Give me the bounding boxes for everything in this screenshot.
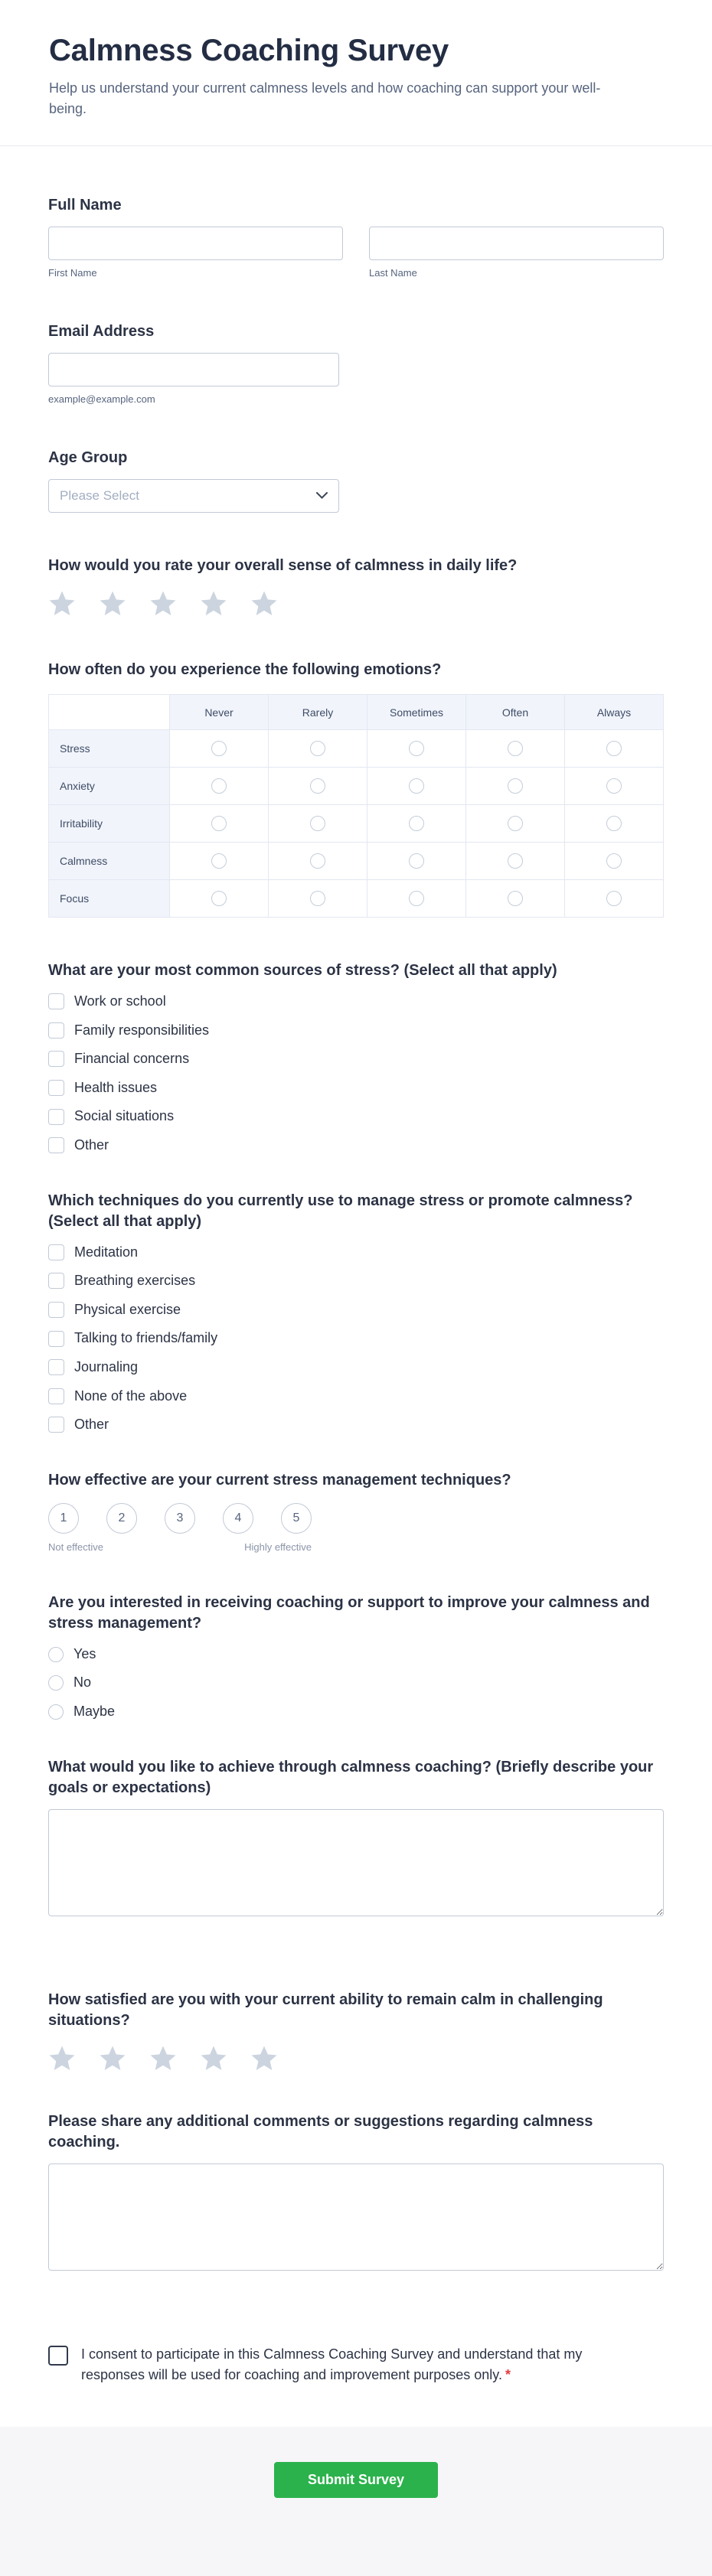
calmness-star-rating	[48, 590, 664, 617]
emotions-matrix-table	[48, 694, 664, 918]
stress-sources-options	[48, 993, 664, 1154]
scale-left-caption: Not effective	[48, 1541, 104, 1553]
matrix-row	[49, 843, 664, 880]
checkbox-option[interactable]	[48, 1108, 664, 1125]
matrix-corner-cell	[49, 695, 170, 730]
matrix-radio[interactable]	[409, 816, 424, 831]
checkbox-option[interactable]	[48, 1137, 664, 1154]
scale-option-5[interactable]: 5	[281, 1503, 312, 1534]
checkbox-option[interactable]	[48, 1273, 664, 1290]
satisfaction-label: How satisfied are you with your current ability to remain calm in challenging situations?	[48, 1991, 603, 2029]
first-name-input[interactable]	[48, 227, 343, 260]
matrix-row	[49, 768, 664, 805]
question-emotions-matrix	[48, 660, 664, 918]
page-title: Calmness Coaching Survey	[49, 34, 449, 67]
comments-textarea[interactable]	[48, 2164, 664, 2271]
star-icon[interactable]	[200, 590, 227, 617]
checkbox[interactable]	[48, 1331, 64, 1347]
matrix-radio[interactable]	[409, 853, 424, 869]
question-coaching-interest	[48, 1593, 664, 1720]
chevron-down-icon	[316, 489, 328, 503]
radio-button[interactable]	[48, 1675, 64, 1691]
last-name-col	[369, 227, 664, 279]
matrix-radio[interactable]	[508, 778, 523, 794]
matrix-radio[interactable]	[211, 741, 227, 756]
submit-button[interactable]: Submit Survey	[274, 2462, 438, 2498]
matrix-row-header: Irritability	[49, 805, 170, 843]
email-input[interactable]	[48, 353, 339, 386]
radio-option[interactable]	[48, 1646, 664, 1663]
star-icon[interactable]	[99, 2045, 126, 2072]
matrix-radio[interactable]	[606, 778, 622, 794]
star-icon[interactable]	[99, 590, 126, 617]
option-label: Other	[74, 1136, 109, 1153]
question-comments	[48, 2111, 664, 2271]
name-inputs-row	[48, 227, 664, 279]
matrix-radio[interactable]	[606, 741, 622, 756]
option-label: None of the above	[74, 1387, 188, 1404]
matrix-row-header: Calmness	[49, 843, 170, 880]
matrix-row	[49, 730, 664, 768]
matrix-radio[interactable]	[409, 778, 424, 794]
matrix-col-header: Always	[565, 695, 664, 730]
matrix-radio[interactable]	[310, 741, 325, 756]
option-label: Family responsibilities	[74, 1022, 210, 1038]
option-label: Financial concerns	[74, 1051, 190, 1067]
scale-option-4[interactable]: 4	[223, 1503, 253, 1534]
calmness-rating-label: How would you rate your overall sense of calmness in daily life?	[48, 557, 518, 574]
matrix-row	[49, 880, 664, 918]
question-stress-sources	[48, 960, 664, 1154]
option-label: Yes	[73, 1645, 96, 1661]
option-label: Health issues	[74, 1079, 158, 1095]
star-icon[interactable]	[149, 590, 177, 617]
star-icon[interactable]	[250, 590, 278, 617]
form-header	[0, 0, 712, 146]
matrix-radio[interactable]	[508, 853, 523, 869]
matrix-radio[interactable]	[310, 778, 325, 794]
required-asterisk: *	[505, 2366, 511, 2382]
goals-label: What would you like to achieve through calmness coaching? (Briefly describe your goals or expectations)	[48, 1758, 654, 1796]
question-full-name	[48, 195, 664, 279]
matrix-radio[interactable]	[409, 741, 424, 756]
age-group-select[interactable]	[48, 479, 339, 513]
techniques-label: Which techniques do you currently use to manage stress or promote calmness? (Select all that apply)	[48, 1192, 633, 1230]
matrix-radio[interactable]	[310, 853, 325, 869]
matrix-radio[interactable]	[508, 891, 523, 906]
matrix-radio[interactable]	[606, 853, 622, 869]
checkbox-option[interactable]	[48, 1080, 664, 1097]
star-icon[interactable]	[48, 2045, 76, 2072]
page-subtitle: Help us understand your current calmness levels and how coaching can support your well-being.	[49, 80, 601, 116]
emotions-matrix-label: How often do you experience the following emotions?	[48, 661, 442, 678]
option-label: Maybe	[73, 1703, 116, 1719]
option-label: Work or school	[74, 993, 166, 1009]
consent-checkbox[interactable]	[48, 2346, 68, 2366]
option-label: Meditation	[74, 1244, 139, 1260]
scale-option-3[interactable]: 3	[165, 1503, 195, 1534]
matrix-radio[interactable]	[211, 891, 227, 906]
checkbox[interactable]	[48, 1051, 64, 1067]
checkbox[interactable]	[48, 1388, 64, 1404]
checkbox-option[interactable]	[48, 993, 664, 1010]
email-sublabel: example@example.com	[48, 393, 155, 405]
star-icon[interactable]	[149, 2045, 177, 2072]
techniques-options	[48, 1244, 664, 1433]
option-label: No	[73, 1674, 92, 1691]
scale-option-1[interactable]: 1	[48, 1503, 79, 1534]
matrix-radio[interactable]	[606, 816, 622, 831]
coaching-interest-options	[48, 1646, 664, 1720]
star-icon[interactable]	[250, 2045, 278, 2072]
scale-right-caption: Highly effective	[244, 1541, 312, 1553]
radio-button[interactable]	[48, 1704, 64, 1720]
effectiveness-scale	[48, 1503, 664, 1534]
question-satisfaction	[48, 1990, 664, 2072]
stress-sources-label: What are your most common sources of stress? (Select all that apply)	[48, 962, 557, 979]
checkbox[interactable]	[48, 1417, 64, 1433]
matrix-radio[interactable]	[310, 816, 325, 831]
last-name-input[interactable]	[369, 227, 664, 260]
matrix-radio[interactable]	[310, 891, 325, 906]
checkbox[interactable]	[48, 1137, 64, 1153]
form-body	[0, 146, 712, 2385]
checkbox[interactable]	[48, 1080, 64, 1096]
question-techniques	[48, 1191, 664, 1433]
consent-text	[81, 2344, 613, 2385]
goals-textarea[interactable]	[48, 1809, 664, 1916]
matrix-radio[interactable]	[211, 778, 227, 794]
checkbox[interactable]	[48, 1109, 64, 1125]
star-icon[interactable]	[48, 590, 76, 617]
checkbox[interactable]	[48, 1244, 64, 1260]
matrix-radio[interactable]	[211, 816, 227, 831]
option-label: Physical exercise	[74, 1301, 181, 1317]
last-name-sublabel: Last Name	[369, 267, 417, 279]
scale-captions	[48, 1541, 312, 1553]
option-label: Breathing exercises	[74, 1273, 196, 1289]
matrix-row-header: Focus	[49, 880, 170, 918]
radio-option[interactable]	[48, 1704, 664, 1720]
consent-field[interactable]	[48, 2344, 664, 2385]
matrix-col-header: Never	[170, 695, 269, 730]
effectiveness-label: How effective are your current stress management techniques?	[48, 1471, 511, 1489]
checkbox-option[interactable]	[48, 1302, 664, 1319]
consent-label: I consent to participate in this Calmness Coaching Survey and understand that my responses will be used for coaching and improvement purposes only.	[81, 2346, 583, 2382]
email-label: Email Address	[48, 323, 155, 340]
checkbox-option[interactable]	[48, 1359, 664, 1376]
question-goals	[48, 1757, 664, 1916]
radio-option[interactable]	[48, 1674, 664, 1691]
checkbox-option[interactable]	[48, 1388, 664, 1405]
comments-label: Please share any additional comments or suggestions regarding calmness coaching.	[48, 2112, 593, 2150]
question-calmness-rating	[48, 556, 664, 617]
age-group-label: Age Group	[48, 449, 128, 466]
checkbox[interactable]	[48, 1022, 64, 1039]
checkbox[interactable]	[48, 1359, 64, 1375]
form-footer	[0, 2427, 712, 2576]
option-label: Talking to friends/family	[74, 1330, 218, 1346]
checkbox[interactable]	[48, 993, 64, 1009]
checkbox-option[interactable]	[48, 1417, 664, 1433]
full-name-label: Full Name	[48, 197, 122, 214]
question-age-group	[48, 448, 664, 513]
first-name-sublabel: First Name	[48, 267, 97, 279]
matrix-row-header: Anxiety	[49, 768, 170, 805]
satisfaction-star-rating	[48, 2045, 664, 2072]
question-email	[48, 321, 664, 405]
matrix-radio[interactable]	[508, 741, 523, 756]
checkbox[interactable]	[48, 1302, 64, 1318]
matrix-radio[interactable]	[508, 816, 523, 831]
age-group-placeholder: Please Select	[60, 488, 139, 503]
matrix-row-header: Stress	[49, 730, 170, 768]
checkbox-option[interactable]	[48, 1330, 664, 1347]
matrix-row	[49, 805, 664, 843]
checkbox[interactable]	[48, 1273, 64, 1289]
matrix-radio[interactable]	[409, 891, 424, 906]
checkbox-option[interactable]	[48, 1244, 664, 1261]
option-label: Social situations	[74, 1108, 175, 1124]
option-label: Other	[74, 1417, 109, 1433]
option-label: Journaling	[74, 1358, 139, 1374]
first-name-col	[48, 227, 343, 279]
coaching-interest-label: Are you interested in receiving coaching or support to improve your calmness and stress management?	[48, 1593, 650, 1632]
matrix-col-header: Rarely	[269, 695, 367, 730]
matrix-radio[interactable]	[211, 853, 227, 869]
radio-button[interactable]	[48, 1647, 64, 1662]
question-effectiveness	[48, 1470, 664, 1553]
star-icon[interactable]	[200, 2045, 227, 2072]
checkbox-option[interactable]	[48, 1022, 664, 1039]
matrix-col-header: Sometimes	[367, 695, 466, 730]
matrix-radio[interactable]	[606, 891, 622, 906]
checkbox-option[interactable]	[48, 1051, 664, 1068]
matrix-col-header: Often	[466, 695, 565, 730]
scale-option-2[interactable]: 2	[106, 1503, 137, 1534]
